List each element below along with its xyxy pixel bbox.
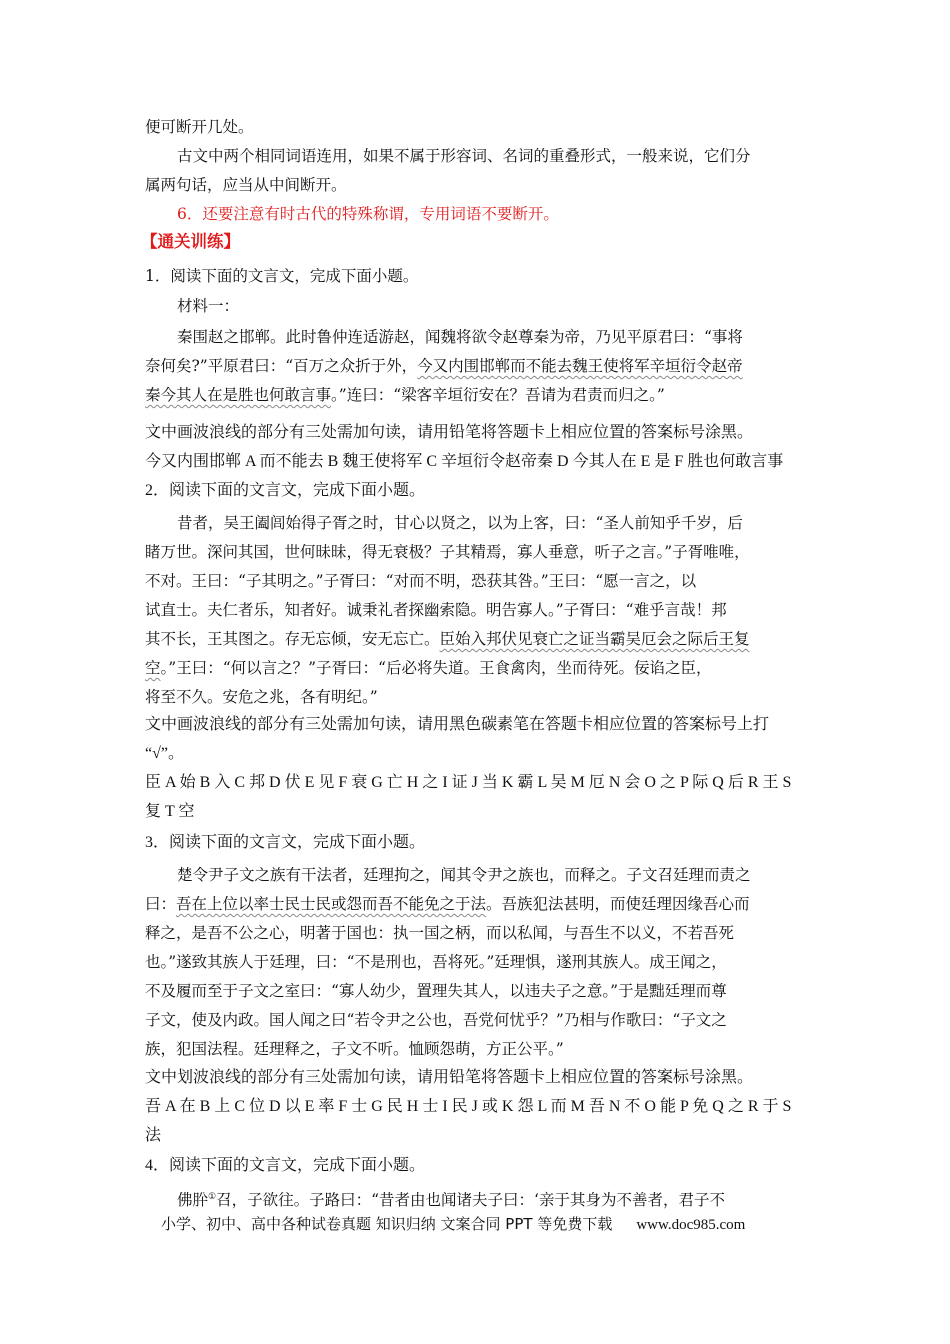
q2-options-1: 臣 A 始 B 入 C 邦 D 伏 E 见 F 衰 G 亡 H 之 I 证 J 当 K 霸 L 吴 M 厄 N 会 O 之 P 际 Q 后 R 王 S: [145, 774, 792, 791]
q3-text-line-2: [145, 893, 750, 915]
intro-tip-6: 6．还要注意有时古代的特殊称谓，专用词语不要断开。: [177, 205, 559, 223]
q3-options-2: 法: [145, 1127, 162, 1144]
q2-prompt: 2．阅读下面的文言文，完成下面小题。: [145, 482, 426, 499]
q2-instruction-1: 文中画波浪线的部分有三处需加句读，请用黑色碳素笔在答题卡相应位置的答案标号上打: [145, 716, 770, 733]
q1-wavy-text-b: 秦今其人在是胜也何敢言事: [145, 386, 332, 404]
q2-text-line-1: 昔者，吴王阖闾始得子胥之时，甘心以贤之，以为上客，曰：“圣人前知乎千岁，后: [177, 514, 743, 532]
q4-footnote-mark: ①: [208, 1192, 217, 1202]
q3-text-line-2-plain-b: 。吾族犯法甚明，而使廷理因缘吾心而: [486, 895, 750, 913]
q3-options-1: 吾 A 在 B 上 C 位 D 以 E 率 F 士 G 民 H 士 I 民 J 或 K 怨 L 而 M 吾 N 不 O 能 P 免 Q 之 R 于 S: [145, 1098, 792, 1115]
q3-text-line-4: 也。”遂致其族人于廷理，曰：“不是刑也，吾将死。”廷理惧，遂刑其族人。成王闻之，: [145, 953, 727, 971]
q4-text-line-1-rest: 召，子欲往。子路曰：“昔者由也闻诸夫子曰：‘亲于其身为不善者，君子不: [216, 1191, 725, 1210]
q1-prompt: 1．阅读下面的文言文，完成下面小题。: [145, 267, 419, 285]
q2-wavy-text-b: 空: [145, 659, 161, 677]
q3-instruction: 文中划波浪线的部分有三处需加句读，请用铅笔将答题卡上相应位置的答案标号涂黑。: [145, 1069, 754, 1086]
q2-text-line-5: [145, 628, 750, 650]
footer-site-link[interactable]: www.doc985.com: [636, 1217, 746, 1233]
q2-instruction-2: “√”。: [145, 745, 184, 762]
q2-wavy-text-a: 臣始入邦伏见衰亡之证当霸吴厄会之际后王复: [439, 630, 750, 648]
q4-name: 佛肸: [177, 1191, 209, 1210]
intro-para-2a: 古文中两个相同词语连用，如果不属于形容词、名词的重叠形式，一般来说，它们分: [177, 147, 751, 165]
section-heading: 【通关训练】: [141, 232, 240, 251]
q1-options: 今又内围邯郸 A 而不能去 B 魏王使将军 C 辛垣衍令赵帝秦 D 今其人在 E 是 F 胜也何敢言事: [145, 453, 784, 470]
q3-text-line-7: 族，犯国法程。廷理释之，子文不听。恤顾怨萌，方正公平。”: [145, 1040, 564, 1058]
q3-text-line-6: 子文，使及内政。国人闻之曰“若令尹之公也，吾党何忧乎？”乃相与作歌曰：“子文之: [145, 1011, 727, 1029]
q1-text-line-1: 秦围赵之邯郸。此时鲁仲连适游赵，闻魏将欲令赵尊秦为帝，乃见平原君曰：“事将: [177, 328, 743, 346]
q1-text-line-3-plain: 。”连曰：“梁客辛垣衍安在？吾请为君责而归之。”: [331, 386, 665, 404]
q1-text-line-2-plain: 奈何矣?”平原君曰：“百万之众折于外，: [145, 357, 418, 375]
q3-text-line-1: 楚令尹子文之族有干法者，廷理拘之，闻其令尹之族也，而释之。子文召廷理而责之: [177, 866, 751, 884]
q4-text-line-1: [177, 1186, 725, 1211]
q2-text-line-7: 将至不久。安危之兆，各有明纪。”: [145, 688, 378, 706]
q2-options-2: 复 T 空: [145, 803, 195, 820]
q3-prompt: 3．阅读下面的文言文，完成下面小题。: [145, 834, 426, 851]
q3-text-line-5: 不及履而至于子文之室曰：“寡人幼少，置理失其人，以违夫子之意。”于是黜廷理而尊: [145, 982, 727, 1000]
intro-para-2b: 属两句话，应当从中间断开。: [145, 176, 347, 194]
q3-text-line-3: 释之，是吾不公之心，明著于国也：执一国之柄，而以私闻，与吾生不以义，不若吾死: [145, 924, 735, 942]
q2-text-line-4: 试直士。夫仁者乐，知者好。诚秉礼者探幽索隐。明告寡人。”子胥曰：“难乎言哉！邦: [145, 601, 727, 619]
intro-line-1: 便可断开几处。: [145, 118, 254, 136]
q3-text-line-2-plain-a: 曰：: [145, 895, 177, 913]
q1-text-line-3: [145, 384, 665, 406]
q1-wavy-text-a: 今又内围邯郸而不能去魏王使将军辛垣衍令赵帝: [417, 357, 743, 375]
q3-wavy-text: 吾在上位以率士民士民或怨而吾不能免之于法: [176, 895, 487, 913]
q2-text-line-6-plain: 。”王曰：“何以言之？”子胥曰：“后必将失道。王食禽肉，坐而待死。佞谄之臣，: [160, 659, 712, 677]
footer-text: 小学、初中、高中各种试卷真题 知识归纳 文案合同 PPT 等免费下载: [161, 1215, 613, 1233]
page-footer: [161, 1213, 745, 1234]
q4-prompt: 4．阅读下面的文言文，完成下面小题。: [145, 1157, 426, 1174]
q1-material-label: 材料一：: [177, 297, 240, 315]
q1-text-line-2: [145, 355, 743, 377]
q2-text-line-2: 睹万世。深问其国，世何昧昧，得无衰极？子其精焉，寡人垂意，听子之言。”子胥唯唯，: [145, 543, 750, 561]
q1-instruction: 文中画波浪线的部分有三处需加句读，请用铅笔将答题卡上相应位置的答案标号涂黑。: [145, 424, 754, 441]
q2-text-line-6: [145, 657, 711, 679]
q2-text-line-3: 不对。王曰：“子其明之。”子胥曰：“对而不明，恐获其咎。”王曰：“愿一言之，以: [145, 572, 697, 590]
q2-text-line-5-plain: 其不长，王其图之。存无忘倾，安无忘亡。: [145, 630, 440, 648]
